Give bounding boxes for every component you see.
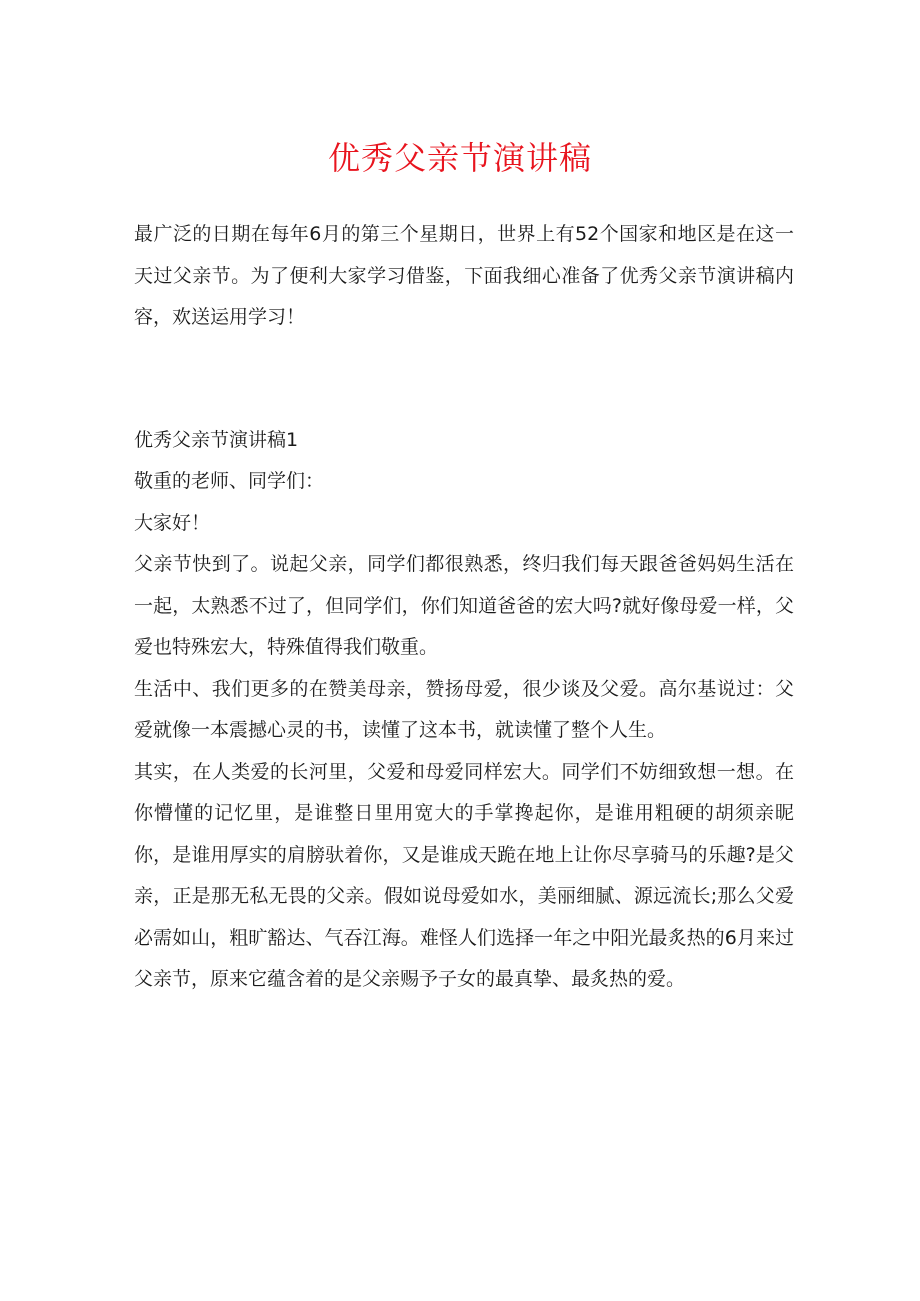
body-paragraph-3: 其实，在人类爱的长河里，父爱和母爱同样宏大。同学们不妨细致想一想。在你懵懂的记忆里，是谁整日里用宽大的手掌搀起你，是谁用粗硬的胡须亲昵你，是谁用厚实的肩膀驮着你，又是谁成天跪在地上让你尽享骑马的乐趣?是父亲，正是那无私无畏的父亲。假如说母爱如水，美丽细腻、源远流长;那么父爱必需如山，粗旷豁达、气吞江海。难怪人们选择一年之中阳光最炙热的6月来过父亲节，原来它蕴含着的是父亲赐予子女的最真挚、最炙热的爱。	[134, 760, 794, 990]
document-body	[134, 214, 794, 1001]
body-paragraph-2: 生活中、我们更多的在赞美母亲，赞扬母爱，很少谈及父爱。高尔基说过：父爱就像一本震撼心灵的书，读懂了这本书，就读懂了整个人生。	[134, 677, 794, 741]
document-title: 优秀父亲节演讲稿	[327, 139, 592, 177]
section-heading: 优秀父亲节演讲稿1	[134, 428, 299, 451]
body-paragraph-1: 父亲节快到了。说起父亲，同学们都很熟悉，终归我们每天跟爸爸妈妈生活在一起，太熟悉不过了，但同学们，你们知道爸爸的宏大吗?就好像母爱一样，父爱也特殊宏大，特殊值得我们敬重。	[134, 553, 794, 658]
salutation: 敬重的老师、同学们：	[134, 470, 325, 492]
section-spacer	[134, 339, 794, 420]
greeting: 大家好！	[134, 511, 211, 534]
intro-paragraph: 最广泛的日期在每年6月的第三个星期日，世界上有52个国家和地区是在这一天过父亲节。为了便利大家学习借鉴，下面我细心准备了优秀父亲节演讲稿内容，欢送运用学习！	[134, 223, 794, 328]
